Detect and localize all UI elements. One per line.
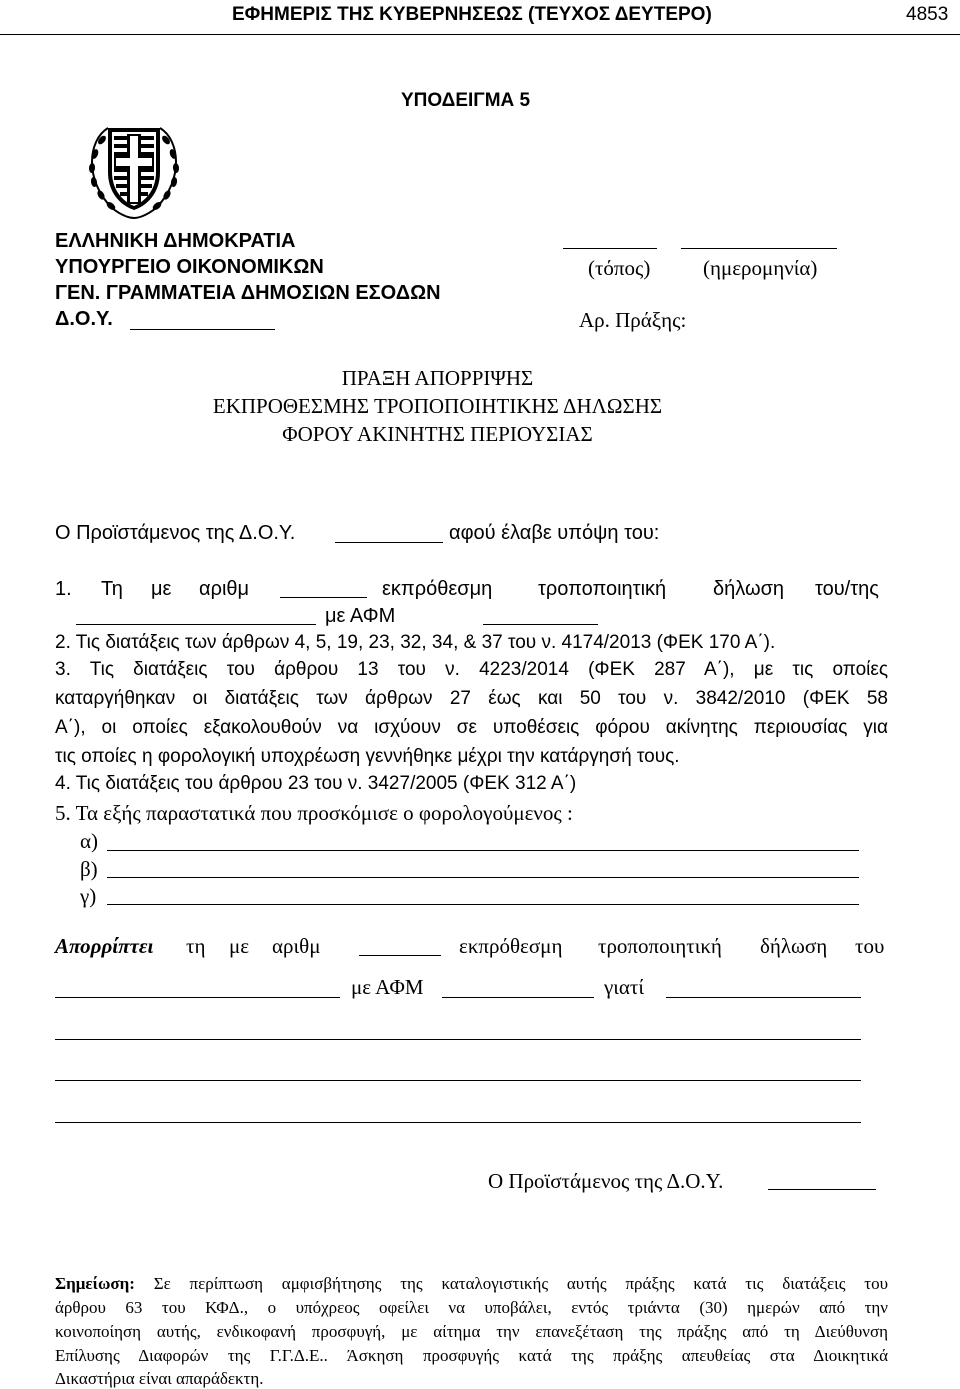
item1-word-amending: τροποποιητική <box>538 578 667 600</box>
note-label: Σημείωση: <box>55 1274 135 1293</box>
date-label: (ημερομηνία) <box>703 256 818 280</box>
item1-afm-blank <box>483 624 598 625</box>
issuer-line-2: ΥΠΟΥΡΓΕΙΟ ΟΙΚΟΝΟΜΙΚΩΝ <box>55 256 324 278</box>
doc-title-line-3: ΦΟΡΟΥ ΑΚΙΝΗΤΗΣ ΠΕΡΙΟΥΣΙΑΣ <box>282 422 593 446</box>
issuer-line-1: ΕΛΛΗΝΙΚΗ ΔΗΜΟΚΡΑΤΙΑ <box>55 230 296 252</box>
decision-word-of: του <box>855 934 885 958</box>
attachment-b-blank <box>107 877 859 878</box>
item3-line-1: 3. Τις διατάξεις του άρθρου 13 του ν. 4223/2014 (ΦΕΚ 287 Α΄), με τις οποίες <box>55 659 888 680</box>
intro-tax-office-blank <box>335 542 443 543</box>
attachment-a-label: α) <box>80 829 98 853</box>
reason-blank-line-3 <box>55 1122 861 1123</box>
gazette-header-title: ΕΦΗΜΕΡΙΣ ΤΗΣ ΚΥΒΕΡΝΗΣΕΩΣ (ΤΕΥΧΟΣ ΔΕΥΤΕΡΟ) <box>232 4 712 25</box>
item4-text: 4. Τις διατάξεις του άρθρου 23 του ν. 3427/2005 (ΦΕΚ 312 Α΄) <box>55 773 577 794</box>
decision-word-with: με <box>229 934 250 958</box>
decision-word-the: τη <box>186 934 206 958</box>
note-line-1-text: Σε περίπτωση αμφισβήτησης της καταλογιστικής αυτής πράξης κατά τις διατάξεις του <box>153 1274 889 1293</box>
item1-word-of: του/της <box>815 578 879 600</box>
attachment-c-label: γ) <box>80 884 97 908</box>
attachment-b-label: β) <box>80 857 98 881</box>
item1-word-declaration: δήλωση <box>713 578 785 600</box>
doc-title-line-1: ΠΡΑΞΗ ΑΠΟΡΡΙΨΗΣ <box>341 366 534 390</box>
item1-afm-label: με ΑΦΜ <box>325 605 396 627</box>
attachment-a-blank <box>107 850 859 851</box>
date-blank <box>681 248 837 249</box>
note-line-3: κοινοποίηση αυτής, ενδικοφανή προσφυγή, με αίτημα την επανεξέταση της πράξης από τη Διεύθυνση <box>55 1322 888 1341</box>
note-line-2: άρθρου 63 του ΚΦΔ., ο υπόχρεος οφείλει να υποβάλει, εντός τριάντα (30) ημερών από την <box>55 1298 888 1317</box>
note-line-1 <box>55 1274 888 1294</box>
decision-number-blank <box>359 955 441 956</box>
coat-of-arms-icon <box>78 110 190 226</box>
intro-tail-text: αφού έλαβε υπόψη του: <box>449 522 660 544</box>
decision-word-declaration: δήλωση <box>760 934 828 958</box>
issuer-line-3: ΓΕΝ. ΓΡΑΜΜΑΤΕΙΑ ΔΗΜΟΣΙΩΝ ΕΣΟΔΩΝ <box>55 282 441 304</box>
item5-text: 5. Τα εξής παραστατικά που προσκόμισε ο φορολογούμενος : <box>55 801 573 825</box>
sample-label: ΥΠΟΔΕΙΓΜΑ 5 <box>401 90 531 111</box>
note-line-5: Δικαστήρια είναι απαράδεκτη. <box>55 1369 264 1388</box>
decision-afm-label: με ΑΦΜ <box>351 975 424 999</box>
reason-blank-line-2 <box>55 1080 861 1081</box>
decision-verb: Απορρίπτει <box>55 934 154 958</box>
item2-text: 2. Τις διατάξεις των άρθρων 4, 5, 19, 23, 32, 34, & 37 του ν. 4174/2013 (ΦΕΚ 170 Α΄). <box>55 632 776 653</box>
signature-title: Ο Προϊστάμενος της Δ.Ο.Υ. <box>488 1169 724 1193</box>
note-line-4: Επίλυσης Διαφορών της Γ.Γ.Δ.Ε.. Άσκηση προσφυγής κατά της πράξης απευθείας στα Διοικητικά <box>55 1346 888 1365</box>
reason-blank-line-1 <box>55 1039 861 1040</box>
page-number: 4853 <box>906 4 949 25</box>
item1-word-with: με <box>151 578 172 600</box>
place-blank <box>563 248 657 249</box>
item1-name-blank <box>76 624 316 625</box>
signature-blank <box>768 1189 876 1190</box>
item3-line-4: τις οποίες η φορολογική υποχρέωση γεννήθηκε μέχρι την κατάργησή τους. <box>55 746 680 767</box>
act-number-label: Αρ. Πράξης: <box>579 308 687 332</box>
intro-head-text: Ο Προϊστάμενος της Δ.Ο.Υ. <box>55 522 296 544</box>
item1-number-blank <box>280 597 367 598</box>
decision-word-late: εκπρόθεσμη <box>459 934 563 958</box>
header-rule <box>0 34 960 35</box>
item1-word-late: εκπρόθεσμη <box>382 578 493 600</box>
place-label: (τόπος) <box>588 256 651 280</box>
decision-word-amending: τροποποιητική <box>598 934 722 958</box>
attachment-c-blank <box>107 904 859 905</box>
issuer-line-4: Δ.Ο.Υ. <box>55 308 113 330</box>
item1-word-the: Τη <box>101 578 123 600</box>
decision-name-blank <box>55 997 340 998</box>
doc-title-line-2: ΕΚΠΡΟΘΕΣΜΗΣ ΤΡΟΠΟΠΟΙΗΤΙΚΗΣ ΔΗΛΩΣΗΣ <box>212 394 663 418</box>
decision-afm-blank <box>442 997 594 998</box>
item3-line-2: καταργήθηκαν οι διατάξεις των άρθρων 27 έως και 50 του ν. 3842/2010 (ΦΕΚ 58 <box>55 688 888 709</box>
decision-word-number: αριθμ <box>272 934 321 958</box>
item3-line-3: Α΄), οι οποίες εξακολουθούν να ισχύουν σε υποθέσεις φόρου ακίνητης περιουσίας για <box>55 717 888 738</box>
item1-word-number: αριθμ <box>199 578 250 600</box>
item1-number: 1. <box>55 578 72 600</box>
decision-reason-blank <box>666 997 861 998</box>
decision-reason-label: γιατί <box>604 975 645 999</box>
tax-office-blank <box>130 329 275 330</box>
